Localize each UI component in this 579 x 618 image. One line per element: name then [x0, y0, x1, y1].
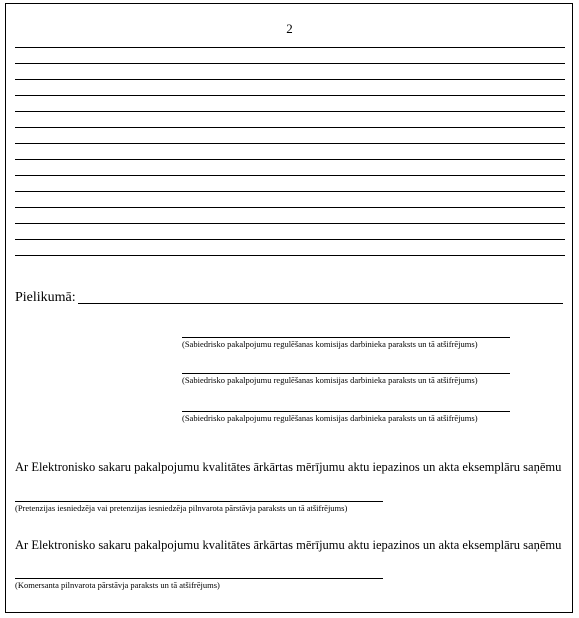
- acknowledgement-statement: Ar Elektronisko sakaru pakalpojumu kvalitātes ārkārtas mērījumu aktu iepazinos un akta eksemplāru saņēmu: [15, 460, 562, 474]
- blank-line: [15, 255, 565, 256]
- signature-caption: (Pretenzijas iesniedzēja vai pretenzijas iesniedzēja pilnvarota pārstāvja paraksts un tā atšifrējums): [15, 503, 348, 513]
- signature-line: [15, 578, 383, 579]
- blank-line: [15, 47, 565, 48]
- blank-line: [15, 111, 565, 112]
- signature-caption: (Sabiedrisko pakalpojumu regulēšanas komisijas darbinieka paraksts un tā atšifrējums): [182, 339, 478, 349]
- attachments-line: [78, 303, 563, 304]
- blank-line: [15, 223, 565, 224]
- blank-line: [15, 239, 565, 240]
- blank-line: [15, 127, 565, 128]
- blank-line: [15, 191, 565, 192]
- signature-caption: (Sabiedrisko pakalpojumu regulēšanas komisijas darbinieka paraksts un tā atšifrējums): [182, 413, 478, 423]
- signature-line: [15, 501, 383, 502]
- signature-caption: (Sabiedrisko pakalpojumu regulēšanas komisijas darbinieka paraksts un tā atšifrējums): [182, 375, 478, 385]
- blank-line: [15, 207, 565, 208]
- page-number: 2: [286, 21, 293, 36]
- blank-line: [15, 143, 565, 144]
- blank-line: [15, 95, 565, 96]
- signature-caption: (Komersanta pilnvarota pārstāvja paraksts un tā atšifrējums): [15, 580, 220, 590]
- blank-line: [15, 79, 565, 80]
- signature-line: [182, 411, 510, 412]
- blank-line: [15, 175, 565, 176]
- blank-line: [15, 63, 565, 64]
- attachments-label: Pielikumā:: [15, 290, 76, 305]
- signature-line: [182, 337, 510, 338]
- signature-line: [182, 373, 510, 374]
- acknowledgement-statement: Ar Elektronisko sakaru pakalpojumu kvalitātes ārkārtas mērījumu aktu iepazinos un akta eksemplāru saņēmu: [15, 538, 562, 552]
- blank-line: [15, 159, 565, 160]
